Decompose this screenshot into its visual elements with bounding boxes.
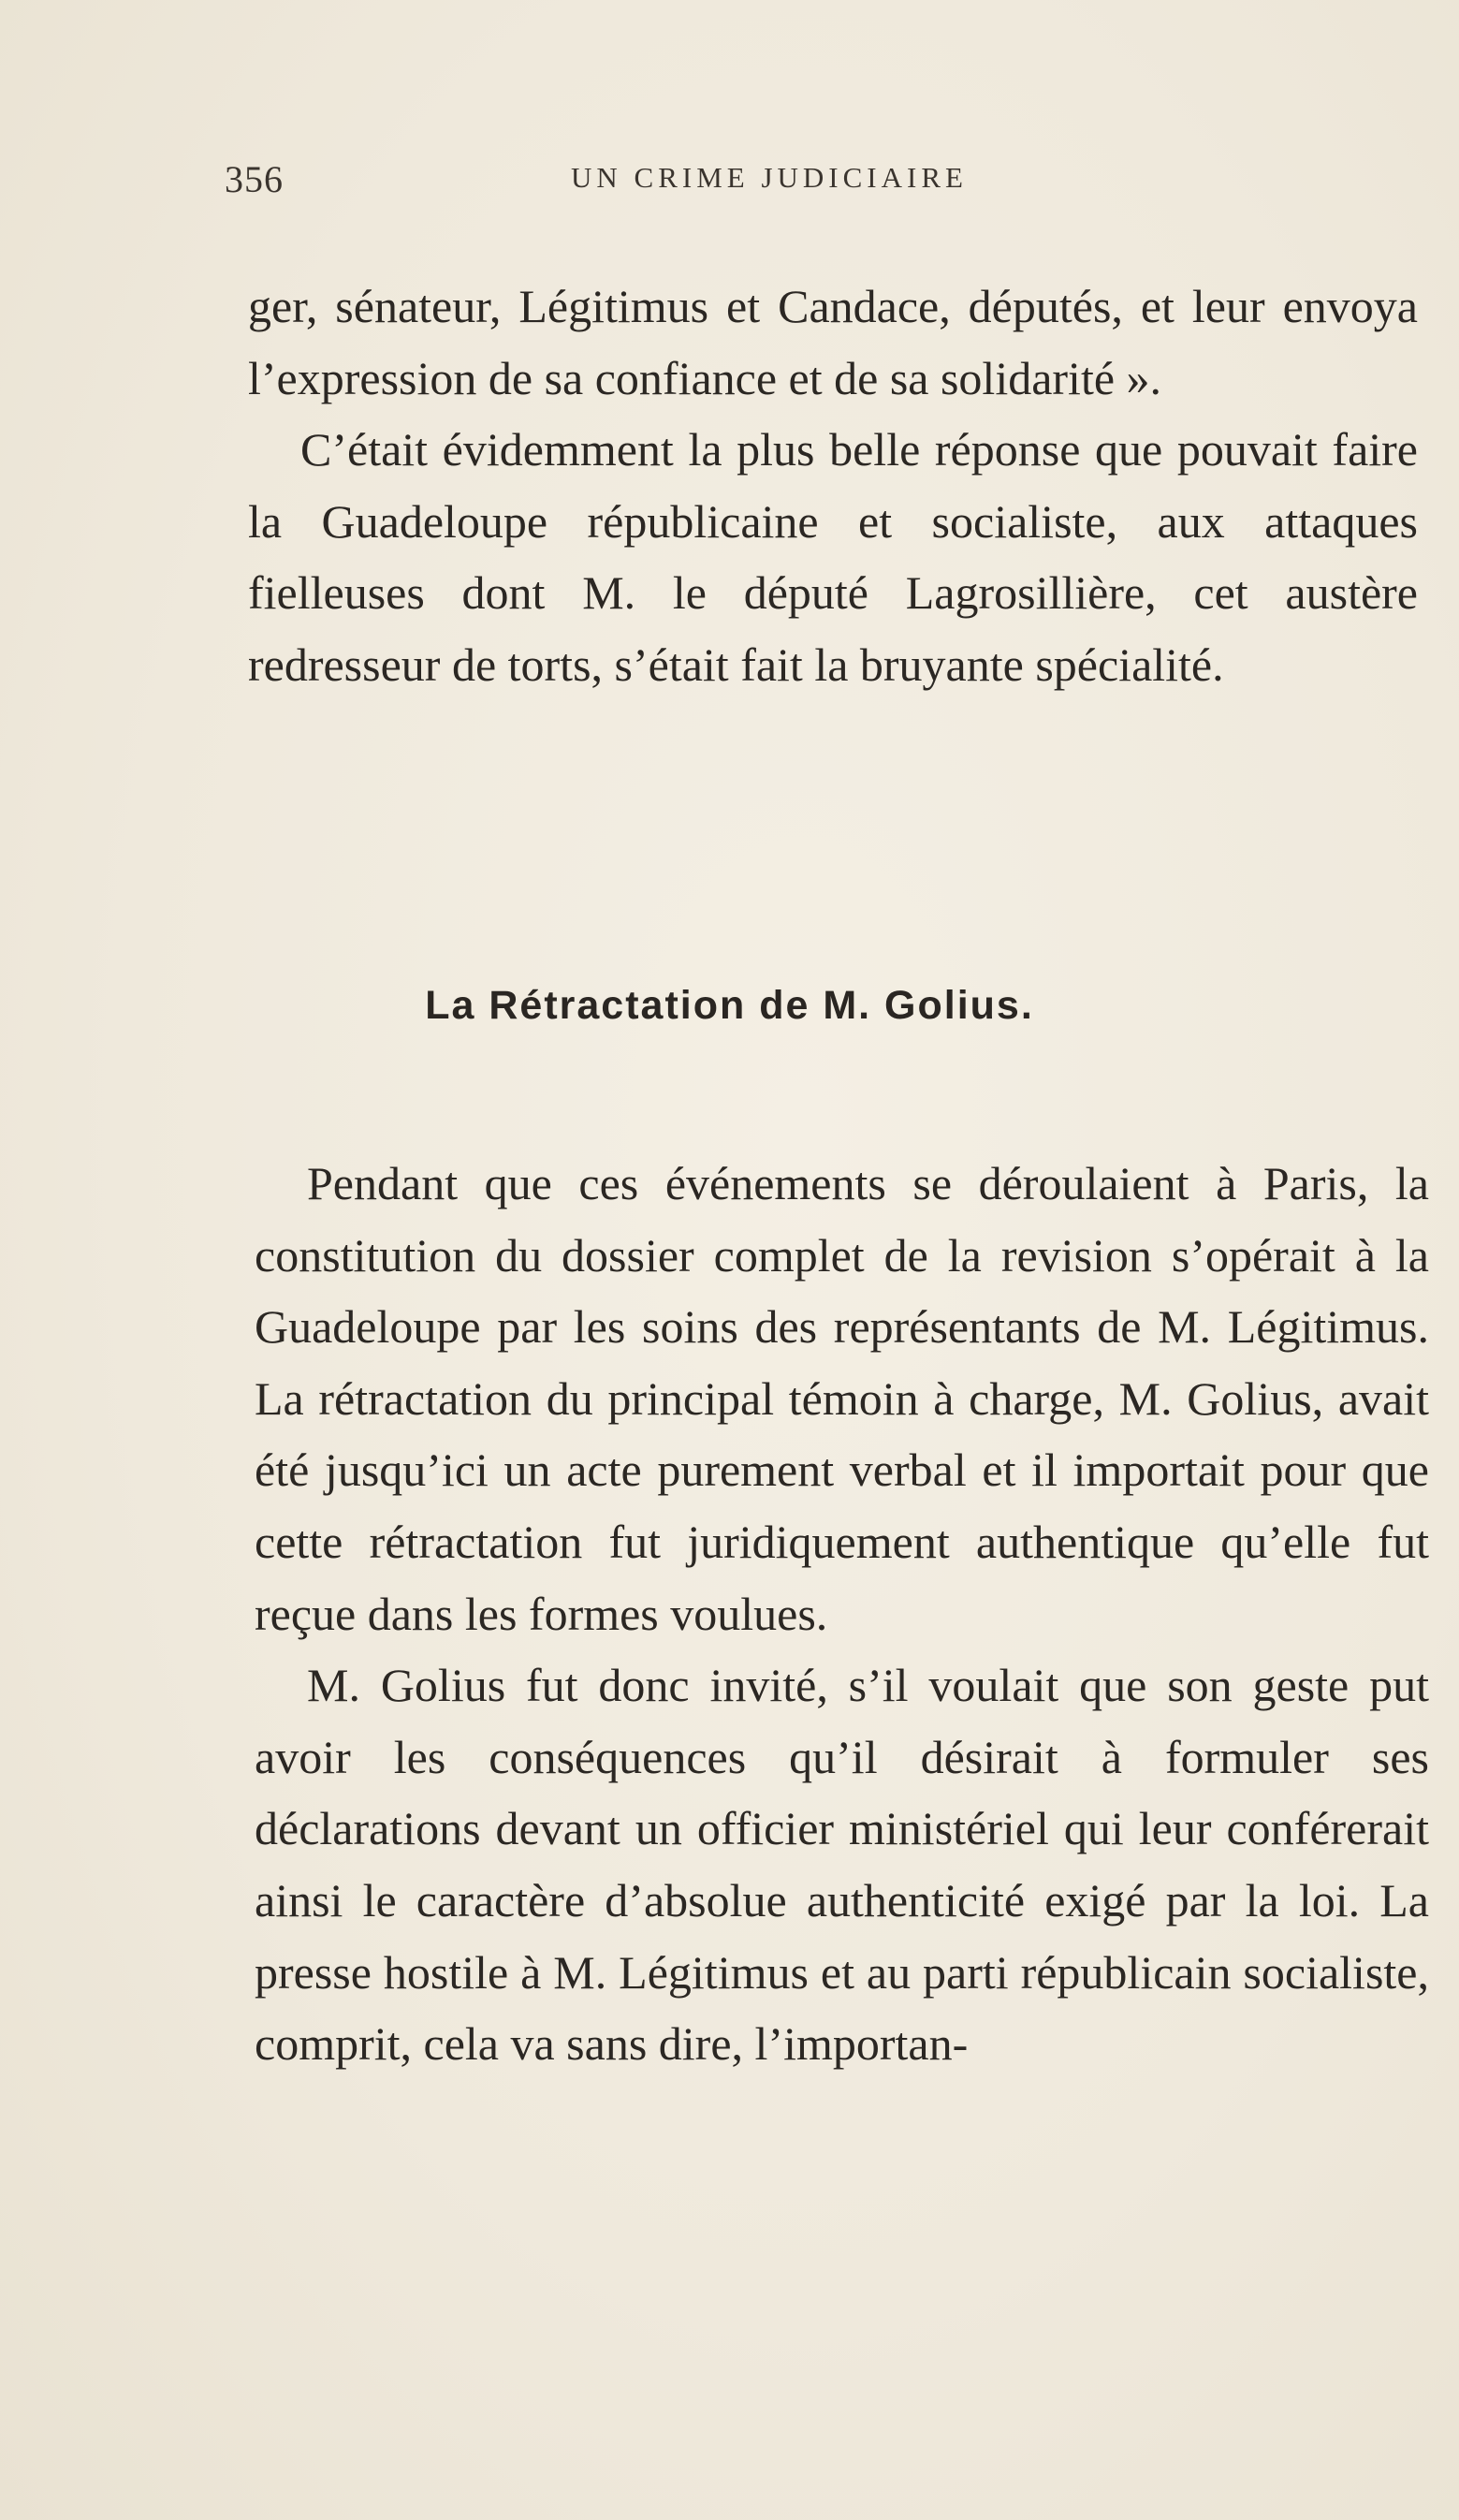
page-header xyxy=(225,157,1273,213)
paragraph: C’était évidemment la plus belle réponse que pouvait faire la Guadeloupe républicaine et socialiste, aux attaques fielleuses dont M. le député Lagrosillière, cet austère redresseur de torts, s’était fait la bruyante spécialité. xyxy=(248,423,1418,691)
paragraph: M. Golius fut donc invité, s’il voulait que son geste put avoir les conséquences qu’il désirait à formuler ses déclarations devant un officier ministériel qui leur conférerait ainsi le caractère d’absolue authenticité exigé par la loi. La presse hostile à M. Légitimus et au parti républicain socialiste, comprit, cela va sans dire, l’importan- xyxy=(255,1659,1429,2071)
text-block-after-heading xyxy=(255,1148,1429,2080)
text-block-before-heading xyxy=(248,271,1418,701)
paragraph: Pendant que ces événements se déroulaient à Paris, la constitution du dossier complet de la revision s’opérait à la Guadeloupe par les soins des représentants de M. Légitimus. La rétractation du principal témoin à charge, M. Golius, avait été jusqu’ici un acte purement verbal et il importait pour que cette rétractation fut juridiquement authentique qu’elle fut reçue dans les formes voulues. xyxy=(255,1157,1429,1640)
page-number: 356 xyxy=(225,158,284,200)
running-title: UN CRIME JUDICIAIRE xyxy=(571,161,968,194)
paragraph: ger, sénateur, Légitimus et Candace, députés, et leur envoya l’expression de sa confiance et de sa solidarité ». xyxy=(248,280,1418,404)
section-heading: La Rétractation de M. Golius. xyxy=(425,983,1034,1028)
